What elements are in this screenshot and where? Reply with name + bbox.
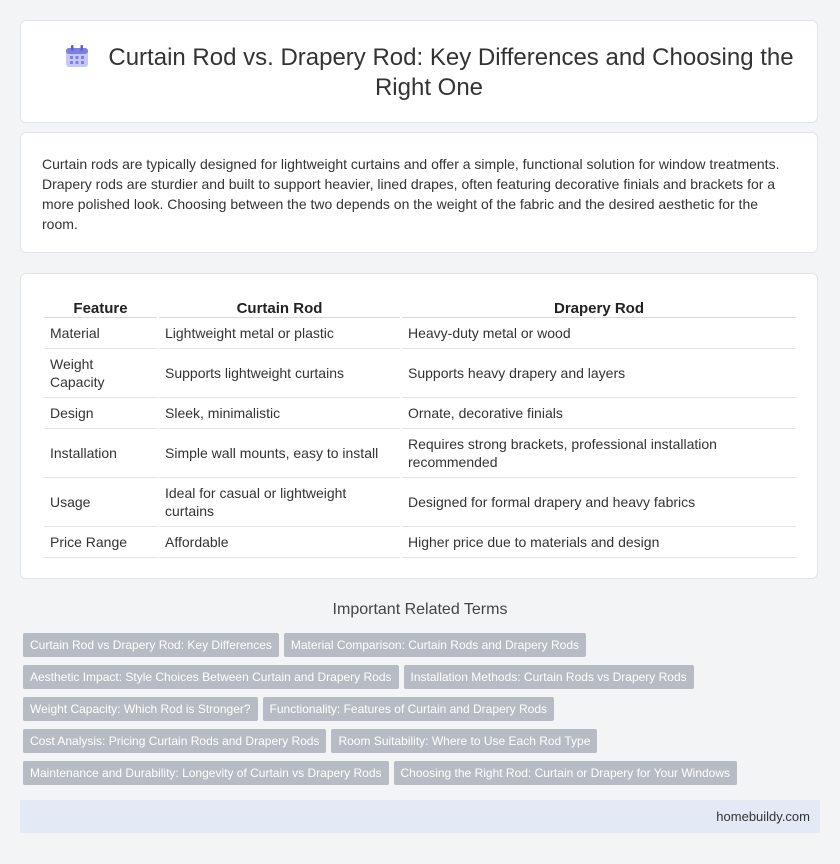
curtain-rod-cell: Simple wall mounts, easy to install	[159, 429, 400, 478]
related-term-tag[interactable]: Curtain Rod vs Drapery Rod: Key Differences	[23, 633, 279, 657]
feature-cell: Design	[44, 398, 157, 429]
feature-cell: Weight Capacity	[44, 349, 157, 398]
table-row	[44, 318, 796, 349]
related-term-tag[interactable]: Installation Methods: Curtain Rods vs Drapery Rods	[404, 665, 694, 689]
drapery-rod-cell: Supports heavy drapery and layers	[402, 349, 796, 398]
table-row	[44, 478, 796, 527]
feature-cell: Installation	[44, 429, 157, 478]
footer-site-link[interactable]: homebuildy.com	[716, 809, 810, 824]
related-term-tag[interactable]: Room Suitability: Where to Use Each Rod Type	[331, 729, 597, 753]
footer	[20, 800, 820, 833]
table-row	[44, 527, 796, 558]
table-header-row	[44, 294, 796, 318]
page-title-text: Curtain Rod vs. Drapery Rod: Key Differences and Choosing the Right One	[108, 44, 794, 101]
curtain-rod-cell: Supports lightweight curtains	[159, 349, 400, 398]
intro-paragraph: Curtain rods are typically designed for lightweight curtains and offer a simple, functional solution for window treatments. Drapery rods are sturdier and built to support heavier, lined drapes, often featuring decorative finials and brackets for a more polished look. Choosing between the two depends on the weight of the fabric and the desired aesthetic for the room.	[42, 156, 780, 232]
comparison-table-card	[20, 273, 818, 579]
table-row	[44, 398, 796, 429]
related-term-tag[interactable]: Maintenance and Durability: Longevity of Curtain vs Drapery Rods	[23, 761, 389, 785]
feature-cell: Material	[44, 318, 157, 349]
related-term-tag[interactable]: Choosing the Right Rod: Curtain or Drapery for Your Windows	[394, 761, 738, 785]
related-terms-title: Important Related Terms	[332, 601, 508, 618]
calendar-icon	[64, 43, 90, 69]
curtain-rod-cell: Affordable	[159, 527, 400, 558]
drapery-rod-cell: Higher price due to materials and design	[402, 527, 796, 558]
title-card	[20, 20, 818, 123]
table-row	[44, 349, 796, 398]
header-feature: Feature	[44, 294, 157, 318]
comparison-table	[42, 294, 798, 558]
related-term-tag[interactable]: Cost Analysis: Pricing Curtain Rods and Drapery Rods	[23, 729, 326, 753]
drapery-rod-cell: Ornate, decorative finials	[402, 398, 796, 429]
curtain-rod-cell: Ideal for casual or lightweight curtains	[159, 478, 400, 527]
curtain-rod-cell: Lightweight metal or plastic	[159, 318, 400, 349]
related-term-tag[interactable]: Functionality: Features of Curtain and Drapery Rods	[263, 697, 554, 721]
table-row	[44, 429, 796, 478]
related-term-tag[interactable]: Weight Capacity: Which Rod is Stronger?	[23, 697, 258, 721]
drapery-rod-cell: Requires strong brackets, professional installation recommended	[402, 429, 796, 478]
related-term-tag[interactable]: Material Comparison: Curtain Rods and Drapery Rods	[284, 633, 586, 657]
related-term-tag[interactable]: Aesthetic Impact: Style Choices Between Curtain and Drapery Rods	[23, 665, 399, 689]
feature-cell: Price Range	[44, 527, 157, 558]
intro-card	[20, 132, 818, 253]
curtain-rod-cell: Sleek, minimalistic	[159, 398, 400, 429]
related-terms-tags	[23, 633, 813, 793]
drapery-rod-cell: Designed for formal drapery and heavy fabrics	[402, 478, 796, 527]
drapery-rod-cell: Heavy-duty metal or wood	[402, 318, 796, 349]
header-curtain-rod: Curtain Rod	[159, 294, 400, 318]
page-title	[61, 43, 797, 103]
header-drapery-rod: Drapery Rod	[402, 294, 796, 318]
feature-cell: Usage	[44, 478, 157, 527]
